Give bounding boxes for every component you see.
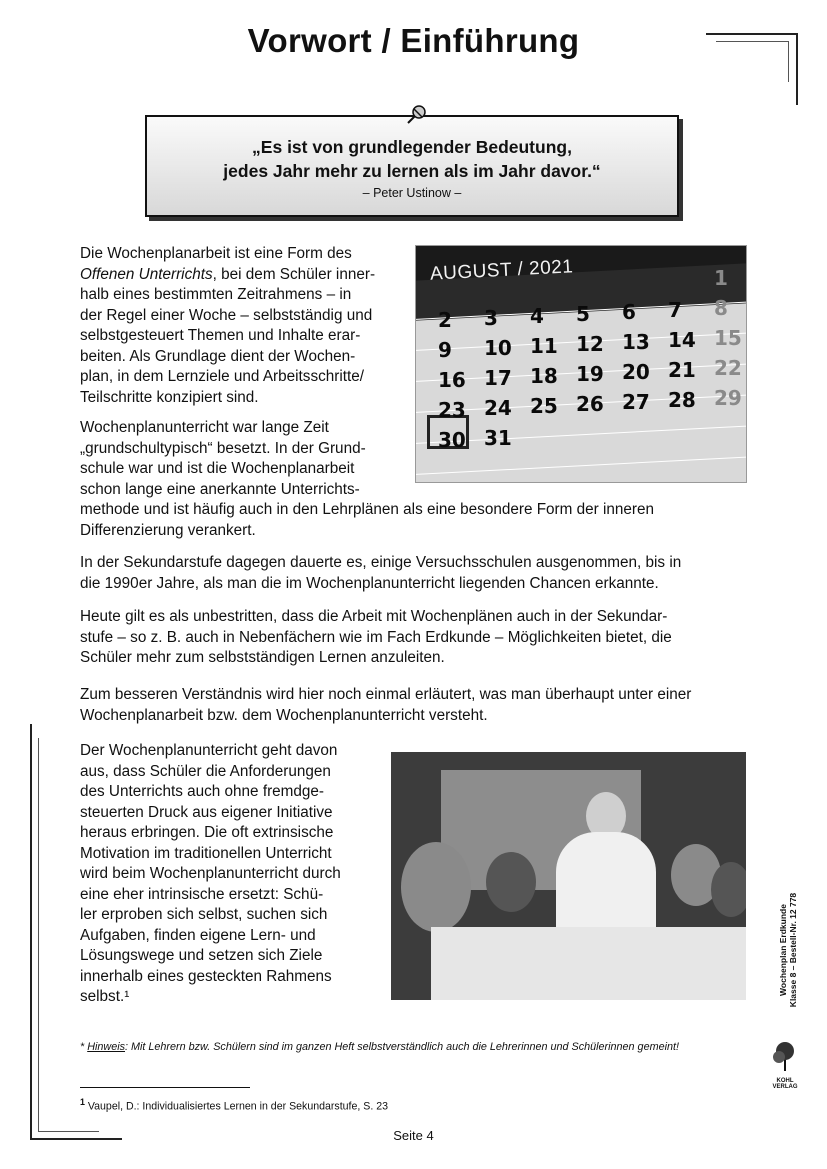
- calendar-day: 30: [438, 428, 466, 452]
- calendar-day: 25: [530, 394, 558, 418]
- calendar-day: 18: [530, 364, 558, 388]
- p3-line: die 1990er Jahre, als man die im Wochenplanunterricht liegenden Chancen erkannte.: [80, 574, 659, 592]
- p4-line: Heute gilt es als unbestritten, dass die Arbeit mit Wochenplänen auch in der Sekundar-: [80, 608, 668, 625]
- page-title: Vorwort / Einführung: [247, 22, 580, 59]
- p2-line: Differenzierung verankert.: [80, 521, 256, 539]
- classroom-photo: [391, 752, 746, 1000]
- photo-table: [431, 927, 746, 1000]
- quote-line-2: jedes Jahr mehr zu lernen als im Jahr davor.“: [223, 161, 601, 181]
- calendar-day: 20: [622, 360, 650, 384]
- calendar-day: 12: [576, 332, 604, 356]
- calendar-month: AUGUST / 2021: [429, 256, 574, 285]
- calendar-day: 15: [714, 326, 742, 350]
- p1-line: halb eines bestimmten Zeitrahmens – in: [80, 286, 352, 303]
- paragraph-6: [80, 741, 380, 1008]
- pushpin-icon: [405, 103, 429, 127]
- tree-logo-icon: [770, 1037, 800, 1073]
- calendar-day: 13: [622, 330, 650, 354]
- p2-line: schon lange eine anerkannte Unterrichts-: [80, 480, 360, 498]
- calendar-day: 21: [668, 358, 696, 382]
- calendar-day: 10: [484, 336, 512, 360]
- quote-box: [145, 115, 679, 217]
- p6-line: heraus erbringen. Die oft extrinsische: [80, 824, 334, 841]
- hinweis-label: Hinweis: [87, 1041, 126, 1053]
- calendar-day: 6: [622, 300, 636, 324]
- calendar-day: 19: [576, 362, 604, 386]
- publisher-logo: [770, 1037, 800, 1094]
- paragraph-1: [80, 244, 410, 408]
- p6-line: ler erproben sich selbst, suchen sich: [80, 906, 328, 923]
- calendar-day: 5: [576, 302, 590, 326]
- calendar-day: 7: [668, 298, 682, 322]
- p1-line: beiten. Als Grundlage dient der Wochen-: [80, 347, 356, 365]
- publisher-name: KOHL VERLAG: [772, 1078, 798, 1090]
- p6-line: Der Wochenplanunterricht geht davon: [80, 742, 338, 759]
- calendar-day: 17: [484, 366, 512, 390]
- p1-text-a: Die Wochenplanarbeit ist eine Form des: [80, 245, 352, 262]
- p1-line: der Regel einer Woche – selbstständig und: [80, 306, 373, 324]
- p2-line: „grundschultypisch“ besetzt. In der Grund-: [80, 439, 366, 457]
- calendar-day: 26: [576, 392, 604, 416]
- calendar-day: 22: [714, 356, 742, 380]
- paragraph-2: [80, 418, 740, 541]
- calendar-day: 8: [714, 296, 728, 320]
- side-label: [773, 890, 803, 1020]
- side-label-line2: Klasse 8 – Bestell-Nr. 12 778: [788, 892, 798, 1008]
- calendar-day: 2: [438, 308, 452, 332]
- calendar-day: 24: [484, 396, 512, 420]
- calendar-day: 11: [530, 334, 558, 358]
- p6-line: wird beim Wochenplanunterricht durch: [80, 865, 341, 882]
- p2-line: Wochenplanunterricht war lange Zeit: [80, 419, 329, 436]
- calendar-day: 16: [438, 368, 466, 392]
- page-number: Seite 4: [393, 1128, 434, 1143]
- p6-line: innerhalb eines gesteckten Rahmens: [80, 967, 332, 985]
- paragraph-3: [80, 553, 740, 594]
- calendar-day: 9: [438, 338, 452, 362]
- calendar-day: 31: [484, 426, 512, 450]
- p6-line: Motivation im traditionellen Unterricht: [80, 844, 332, 862]
- p2-line: schule war und ist die Wochenplanarbeit: [80, 460, 355, 477]
- p1-text-b: , bei dem Schüler inner-: [212, 265, 376, 283]
- p6-line: Lösungswege und setzen sich Ziele: [80, 947, 323, 964]
- hinweis-text: : Mit Lehrern bzw. Schülern sind im ganzen Heft selbstverständlich auch die Lehrerinnen und Schülerinnen gemeint!: [125, 1041, 679, 1053]
- quote-author: – Peter Ustinow –: [362, 186, 462, 200]
- side-label-line1: Wochenplan Erdkunde: [778, 904, 788, 996]
- p6-line: des Unterrichts auch ohne fremdge-: [80, 783, 325, 800]
- calendar-day: 23: [438, 398, 466, 422]
- p6-line: Aufgaben, finden eigene Lern- und: [80, 926, 316, 944]
- p1-line: plan, in dem Lernziele und Arbeitsschritte/: [80, 368, 365, 385]
- p6-line: selbst.¹: [80, 988, 130, 1005]
- p6-line: steuerten Druck aus eigener Initiative: [80, 803, 333, 821]
- p6-line: aus, dass Schüler die Anforderungen: [80, 762, 331, 780]
- p4-line: stufe – so z. B. auch in Nebenfächern wie im Fach Erdkunde – Möglichkeiten bietet, die: [80, 628, 672, 646]
- calendar-day: 1: [714, 266, 728, 290]
- p2-line: methode und ist häufig auch in den Lehrplänen als eine besondere Form der inneren: [80, 501, 655, 518]
- calendar-day: 4: [530, 304, 544, 328]
- hinweis-star: *: [80, 1041, 88, 1053]
- p5-line: Wochenplanarbeit bzw. dem Wochenplanunterricht versteht.: [80, 706, 488, 724]
- quote-line-1: „Es ist von grundlegender Bedeutung,: [252, 137, 572, 157]
- footnote-rule: [80, 1087, 250, 1088]
- calendar-day: 29: [714, 386, 742, 410]
- p1-line: selbstgesteuert Themen und Inhalte erar-: [80, 327, 361, 344]
- calendar-day: 14: [668, 328, 696, 352]
- calendar-day: 3: [484, 306, 498, 330]
- calendar-day: 28: [668, 388, 696, 412]
- paragraph-5: [80, 685, 740, 726]
- p5-line: Zum besseren Verständnis wird hier noch einmal erläutert, was man überhaupt unter einer: [80, 686, 692, 703]
- p1-italic: Offenen Unterrichts: [80, 265, 213, 283]
- paragraph-4: [80, 607, 740, 669]
- footnote-mark: 1: [80, 1097, 85, 1107]
- p3-line: In der Sekundarstufe dagegen dauerte es, einige Versuchsschulen ausgenommen, bis in: [80, 554, 682, 571]
- p6-line: eine eher intrinsische ersetzt: Schü-: [80, 885, 324, 903]
- footnote: [80, 1097, 388, 1113]
- calendar-day: 27: [622, 390, 650, 414]
- footnote-text: Vaupel, D.: Individualisiertes Lernen in der Sekundarstufe, S. 23: [84, 1100, 389, 1113]
- p4-line: Schüler mehr zum selbstständigen Lernen anzuleiten.: [80, 649, 445, 666]
- hinweis-note: [80, 1041, 679, 1053]
- p1-line: Teilschritte konzipiert sind.: [80, 388, 259, 406]
